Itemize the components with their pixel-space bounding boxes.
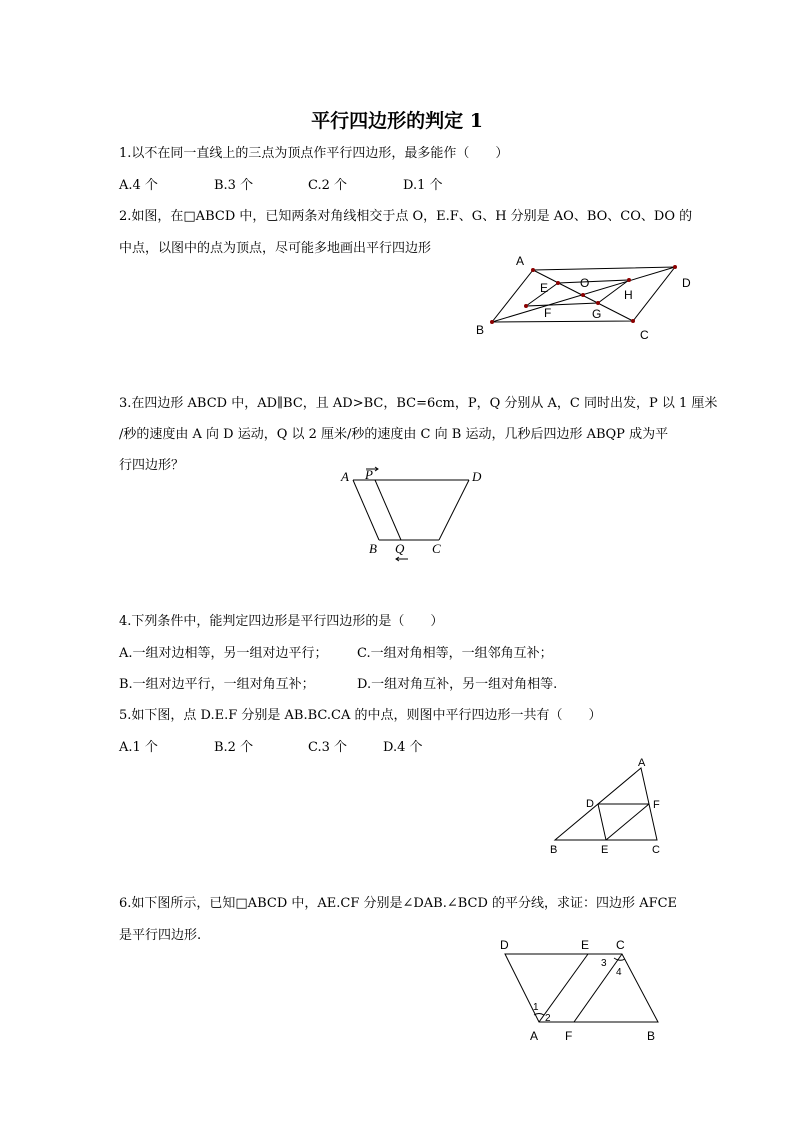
q2-label-f: F xyxy=(544,306,552,320)
q4-option-a: A.一组对边相等，另一组对边平行； xyxy=(119,646,328,661)
q3-label-p: P xyxy=(365,467,373,482)
q3-label-c: C xyxy=(432,541,441,556)
q6-label-d: D xyxy=(500,938,509,952)
q3-label-a: A xyxy=(341,469,349,484)
q3-stem-line1: 3.在四边形 ABCD 中，AD∥BC，且 AD>BC，BC=6cm，P，Q 分别从 A，C 同时出发，P 以 1 厘米 xyxy=(119,396,718,411)
q3-stem-line3: 行四边形？ xyxy=(119,458,185,473)
q4-option-d: D.一组对角互补，另一组对角相等. xyxy=(357,677,558,692)
angle-arc-a xyxy=(534,1014,544,1016)
q5-label-b: B xyxy=(550,844,558,856)
q6-angle-2: 2 xyxy=(545,1013,551,1024)
q5-triangle-figure xyxy=(540,755,670,860)
q2-label-c: C xyxy=(640,328,649,342)
q3-label-b: B xyxy=(369,541,377,556)
q6-label-f: F xyxy=(565,1029,573,1043)
q4-stem: 4.下列条件中，能判定四边形是平行四边形的是（ ） xyxy=(119,614,444,629)
q5-option-c: C.3 个 xyxy=(308,740,348,755)
q3-label-d: D xyxy=(472,469,482,484)
q2-stem-line1: 2.如图，在□ABCD 中，已知两条对角线相交于点 O，E.F、G、H 分别是 AO、BO、CO、DO 的 xyxy=(119,209,693,224)
q6-angle-1: 1 xyxy=(533,1002,539,1013)
q6-label-a: A xyxy=(530,1029,539,1043)
q6-label-b: B xyxy=(647,1029,656,1043)
q5-label-e: E xyxy=(601,844,609,856)
q5-label-d: D xyxy=(586,798,594,810)
q6-stem-line1: 6.如下图所示，已知□ABCD 中，AE.CF 分别是∠DAB.∠BCD 的平分线，求证：四边形 AFCE xyxy=(119,896,678,911)
side-ab xyxy=(353,480,379,540)
q2-label-h: H xyxy=(624,288,633,302)
segment-pq xyxy=(375,480,401,540)
q5-label-f: F xyxy=(653,799,660,811)
page-title: 平行四边形的判定 1 xyxy=(311,110,483,132)
q2-label-o: O xyxy=(580,276,590,290)
q3-trapezoid-figure xyxy=(335,460,495,568)
q3-stem-line2: /秒的速度由 A 向 D 运动，Q 以 2 厘米/秒的速度由 C 向 B 运动，几秒后四边形 ABQP 成为平 xyxy=(119,427,669,442)
q5-option-b: B.2 个 xyxy=(214,740,254,755)
side-dc xyxy=(439,480,469,540)
q6-stem-line2: 是平行四边形. xyxy=(119,928,202,943)
q2-label-e: E xyxy=(540,281,549,295)
segment-de xyxy=(598,804,606,840)
q1-option-b: B.3 个 xyxy=(214,178,254,193)
q5-label-c: C xyxy=(652,844,660,856)
q4-option-c: C.一组对角相等，一组邻角互补； xyxy=(357,646,553,661)
q1-option-c: C.2 个 xyxy=(308,178,348,193)
q5-label-a: A xyxy=(638,757,646,769)
q2-label-b: B xyxy=(476,323,485,337)
q5-stem: 5.如下图，点 D.E.F 分别是 AB.BC.CA 的中点，则图中平行四边形一共有（ ） xyxy=(119,708,602,723)
q6-angle-4: 4 xyxy=(616,967,622,978)
q1-stem: 1.以不在同一直线上的三点为顶点作平行四边形，最多能作（ ） xyxy=(119,146,509,161)
q2-stem-line2: 中点，以图中的点为顶点，尽可能多地画出平行四边形 xyxy=(119,241,432,256)
q2-parallelogram-figure xyxy=(470,245,700,345)
q1-option-d: D.1 个 xyxy=(403,178,443,193)
q6-label-c: C xyxy=(616,938,625,952)
q6-label-e: E xyxy=(581,938,590,952)
q6-parallelogram-figure xyxy=(490,932,670,1047)
q2-label-g: G xyxy=(592,307,602,321)
q4-option-b: B.一组对边平行，一组对角互补； xyxy=(119,677,315,692)
q2-label-a: A xyxy=(516,254,525,268)
q1-option-a: A.4 个 xyxy=(119,178,158,193)
q5-option-a: A.1 个 xyxy=(119,740,158,755)
q5-option-d: D.4 个 xyxy=(383,740,423,755)
segment-ef xyxy=(606,804,649,840)
q3-label-q: Q xyxy=(395,541,405,556)
q6-angle-3: 3 xyxy=(601,958,607,969)
q2-label-d: D xyxy=(682,276,691,290)
